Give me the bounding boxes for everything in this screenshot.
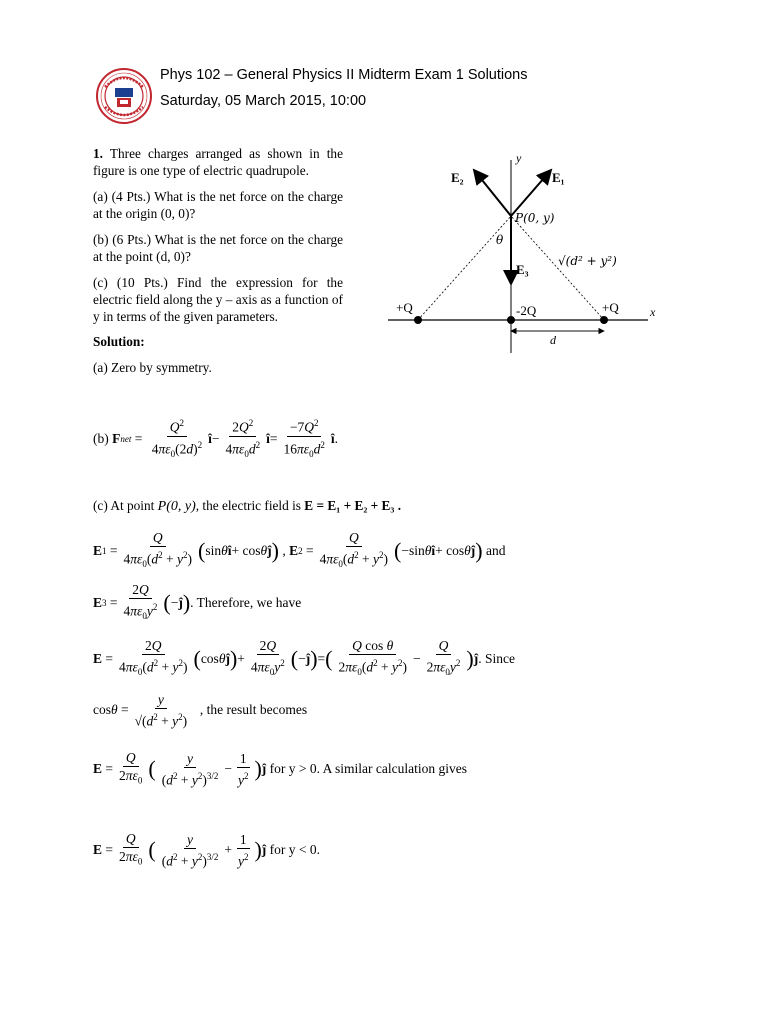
left-charge-dot: [414, 316, 422, 324]
e2-label: E₂: [451, 170, 464, 185]
solution-heading: Solution:: [93, 334, 145, 349]
point-p-label: P(0, y): [515, 211, 555, 225]
field-sum-equation: E = E₁ + E₂ + E₃ .: [304, 498, 402, 513]
part-b-label: (b): [93, 430, 109, 446]
x-axis-label: x: [650, 305, 656, 319]
part-b-equation: (b) F net = $\frac{Q^2}{4\pi\varepsilon_0(2d)^2}$ î − $\frac{2Q^2}{4\pi\varepsilon_0d^2}$ î = $\frac{-7Q^2}{16\pi\varepsilon_0d^2}$ î .: [93, 418, 338, 459]
e3-label: E₃: [516, 262, 529, 277]
theta-label: θ: [496, 233, 504, 247]
e3-equation: E 3 = $\frac{2Q}{4\pi\varepsilon_0y^2}$ ( − ĵ ) . Therefore, we have: [93, 582, 302, 622]
point-p: P(0, y): [157, 499, 196, 514]
part-c-intro-text: (c) At point: [93, 498, 155, 513]
d-label: d: [550, 333, 556, 347]
left-charge-label: +Q: [396, 300, 413, 315]
total-field-equation: E = $\frac{2Q}{4\pi\varepsilon_0(d^2 + y^2)}$ ( cos θ ĵ ) + $\frac{2Q}{4\pi\varepsilon_0y^2}$ ( − ĵ ) = ( $\frac{\text{Q cos θ}}{2\pi\varepsilon_0(d^2 + y^2)}$ − $\frac{Q}{2\pi\varepsilon_0y^2}$ ) ĵ . Since: [93, 638, 515, 678]
quadrupole-diagram: [388, 148, 678, 358]
distance-label: √(d² + y²): [558, 254, 617, 268]
question-intro-text: Three charges arranged as shown in the figure is one type of electric quadrupole.: [93, 146, 343, 178]
part-b-question: (b) (6 Pts.) What is the net force on the charge at the point (d, 0)?: [93, 232, 343, 264]
part-c-intro-mid: , the electric field is: [195, 498, 301, 513]
exam-date: Saturday, 05 March 2015, 10:00: [160, 93, 367, 109]
right-charge-label: +Q: [602, 300, 619, 315]
result-negative-y: E = $\frac{Q}{2\pi\varepsilon_0}$ ( $\frac{y}{(d^2 + y^2)^{3/2}}$ + $\frac{1}{y^2}$ ) ĵ for y < 0.: [93, 831, 321, 869]
since-text: . Since: [478, 651, 515, 667]
middle-charge-dot: [507, 316, 515, 324]
negative-y-condition: for y < 0.: [269, 842, 321, 858]
solution-part-a: (a) Zero by symmetry.: [93, 360, 212, 375]
e1-vector: [511, 170, 551, 216]
and-word: and: [485, 543, 506, 559]
e2-vector: [474, 170, 511, 216]
middle-charge-label: -2Q: [516, 303, 537, 318]
right-charge-dot: [600, 316, 608, 324]
result-positive-y: E = $\frac{Q}{2\pi\varepsilon_0}$ ( $\frac{y}{(d^2 + y^2)^{3/2}}$ − $\frac{1}{y^2}$ ) ĵ for y > 0. A similar calculation gives: [93, 750, 467, 788]
result-becomes-text: , the result becomes: [199, 702, 308, 718]
university-seal-logo: [95, 67, 153, 125]
part-c-question: (c) (10 Pts.) Find the expression for the electric field along the y – axis as a function of y in terms of the given parameters.: [93, 275, 343, 324]
e1-e2-equation: E 1 = $\frac{Q}{4\pi\varepsilon_0(d^2 + y^2)}$ ( sin θ î + cos θ ĵ ) , E 2 = $\frac{Q}{4\pi\varepsilon_0(d^2 + y^2)}$ ( −sin θ î + cos θ ĵ ) and: [93, 530, 506, 570]
therefore-text: . Therefore, we have: [190, 595, 302, 611]
cos-theta-equation: cos θ = $\frac{y}{√(d^2 + y^2)}$ , the result becomes: [93, 692, 308, 729]
question-intro: [93, 145, 343, 179]
positive-y-condition: for y > 0. A similar calculation gives: [269, 761, 467, 777]
part-c-intro: [93, 498, 401, 515]
question-number: 1.: [93, 146, 103, 161]
part-a-question: (a) (4 Pts.) What is the net force on the charge at the origin (0, 0)?: [93, 189, 343, 221]
e1-label: E₁: [552, 170, 565, 185]
exam-title: Phys 102 – General Physics II Midterm Exam 1 Solutions: [160, 67, 528, 83]
y-axis-label: y: [516, 151, 522, 165]
